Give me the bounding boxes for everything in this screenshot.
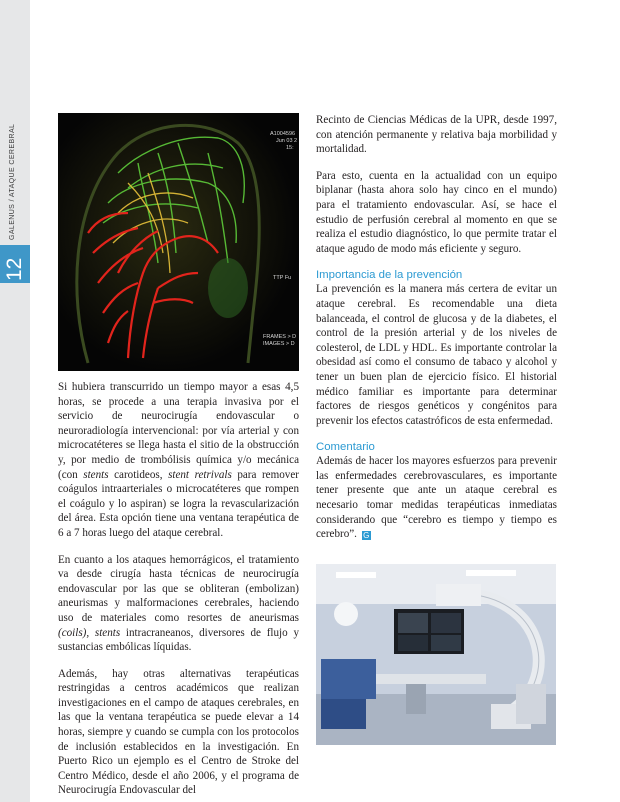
page-number: 12 [3,257,26,281]
operating-room-photo [316,564,556,745]
right-paragraph-3: La prevención es la manera más certera de evitar un ataque cerebral. Es recomendable una dieta balanceada, el control de glucosa y de la diabetes, el control de la presión arterial y de los niveles de colesterol, de LDL y HDL. Es importante controlar la obesidad así como el consumo de tabaco y alcohol y tener un buen plan de ejercicio físico. El historial médico familiar es importante para determinar factores de riesgos genéticos y congénitos para prevenir los efectos catastróficos de esta enfermedad. [316,283,557,427]
left-paragraph-2: En cuanto a los ataques hemorrágicos, el tratamiento va desde cirugía hasta técnicas de neurocirugía endovascular por las que se obliteran (embolizan) aneurismas y malformaciones cerebrales, haciendo uso de materiales como resortes de aneurismas (coils), stents intracraneanos, diversores de flujo y sustancias embólicas líquidas. [58,553,299,654]
left-column [58,380,299,798]
angiography-image [58,113,299,371]
figure-label-5: FRAMES > D [263,334,297,340]
section-label: GALENUS / ATAQUE CEREBRAL [9,123,16,240]
left-paragraph-3: Además, hay otras alternativas terapéuticas restringidas a centros académicos que realizan investigaciones en el campo de ataques cerebrales, en las que la ventana terapéutica se puede elevar a 14 horas, siempre y cuando se cumpla con los protocolos de inclusión establecidos en la investigación. En Puerto Rico un ejemplo es el Centro de Stroke del Centro Médico, desde el año 2006, y el programa de Neurocirugía Endovascular del [58,667,299,797]
right-paragraph-4: Además de hacer los mayores esfuerzos para prevenir las enfermedades cerebrovasculares, es importante tener presente que ante un ataque cerebral es necesario tomar medidas terapéuticas inmediatas considerando que “cerebro es tiempo y tiempo es cerebro”. G [316,455,557,541]
left-paragraph-1: Si hubiera transcurrido un tiempo mayor a esas 4,5 horas, se procede a una terapia invasiva por el servicio de neurocirugía endovascular o neuroradiología intervencional: por vía arterial y con microcatéteres se llega hasta el sitio de la obstrucción y, por medio de trombólisis química y/o mecánica (con stents carotideos, stent retrivals para remover coágulos intraarteriales o microcatéteres que rompen el coágulo y lo aspiran) se logra la revascularización del área. Esta opción tiene una ventana terapéutica de 6 a 7 horas luego del ataque cerebral. [58,381,299,539]
figure-label-1: A1004596 [270,131,296,137]
figure-label-6: IMAGES > D [263,341,295,347]
heading-prevention: Importancia de la prevención [316,269,463,282]
right-paragraph-2: Para esto, cuenta en la actualidad con un equipo biplanar (hasta ahora solo hay cinco en el mundo) para el tratamiento endovascular. Así, se hace el estudio de perfusión cerebral al momento en que se realiza el estudio diagnóstico, lo que permite tratar el ataque agudo de modo más eficiente y seguro. [316,169,557,255]
figure-label-4: TTP Fu [273,275,292,281]
heading-comment: Comentario [316,441,375,454]
figure-label-2: Jun 03 2 [276,138,298,144]
angiography-illustration [58,113,299,371]
right-paragraph-1: Recinto de Ciencias Médicas de la UPR, desde 1997, con atención permanente y relativa baja morbilidad y mortalidad. [316,114,557,156]
operating-room-illustration [316,564,556,745]
sidebar-strip [0,0,30,802]
end-mark-icon: G [363,531,370,541]
figure-label-3: 15: [286,145,294,151]
right-column [316,113,557,542]
